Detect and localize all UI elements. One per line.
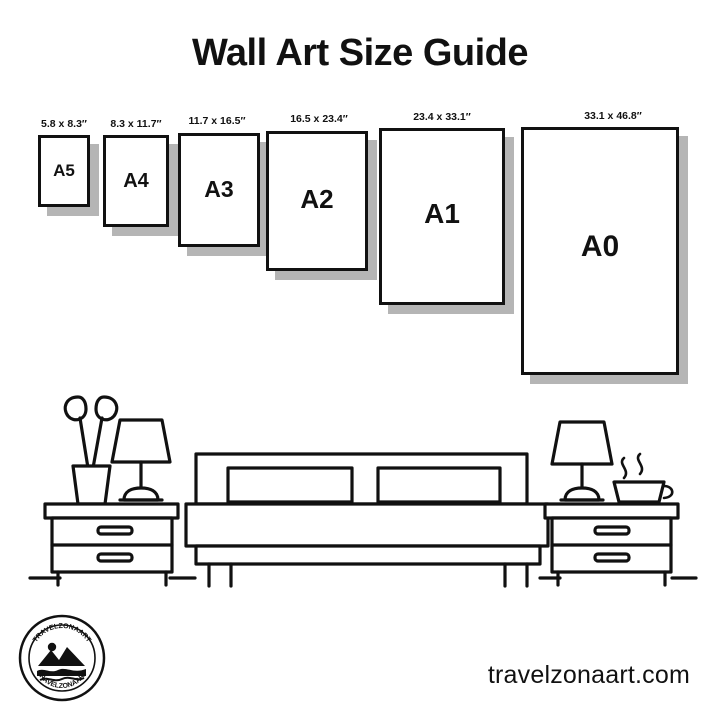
frame-name-a3: A3 [204,176,234,202]
right-table-lamp [552,422,612,500]
frame-name-a5: A5 [53,161,75,180]
footer [0,610,720,720]
frame-name-a1: A1 [424,198,460,229]
left-nightstand [45,504,178,585]
brand-logo[interactable] [18,614,106,702]
frame-box-a5[interactable] [38,135,90,207]
frame-box-a4[interactable] [103,135,169,227]
bed [186,454,548,586]
frame-dimension-a2: 16.5 x 23.4″ [290,113,348,125]
frame-dimension-a0: 33.1 x 46.8″ [584,110,642,122]
frame-name-a0: A0 [580,230,620,263]
website-url[interactable]: travelzonaart.com [487,661,690,689]
logo-text-bottom: TRAVELZONAART [35,670,89,691]
frame-dimension-a1: 23.4 x 33.1″ [413,111,471,123]
frame-box-a2[interactable] [266,131,368,271]
frame-box-a0[interactable] [521,127,679,375]
frame-dimension-a5: 5.8 x 8.3″ [41,118,87,130]
coffee-cup [614,454,672,502]
frame-box-a3[interactable] [178,133,260,247]
frame-name-a2: A2 [300,184,334,214]
plant-vase [65,397,117,504]
bedroom-scene [0,378,720,608]
frame-box-a1[interactable] [379,128,505,305]
frame-dimension-a4: 8.3 x 11.7″ [110,118,162,130]
right-nightstand [545,504,678,585]
logo-text-top: TRAVELZONAART [32,622,92,644]
left-table-lamp [112,420,170,500]
frame-name-a4: A4 [123,170,149,192]
page-title: Wall Art Size Guide [191,32,529,74]
frame-dimension-a3: 11.7 x 16.5″ [188,115,246,127]
